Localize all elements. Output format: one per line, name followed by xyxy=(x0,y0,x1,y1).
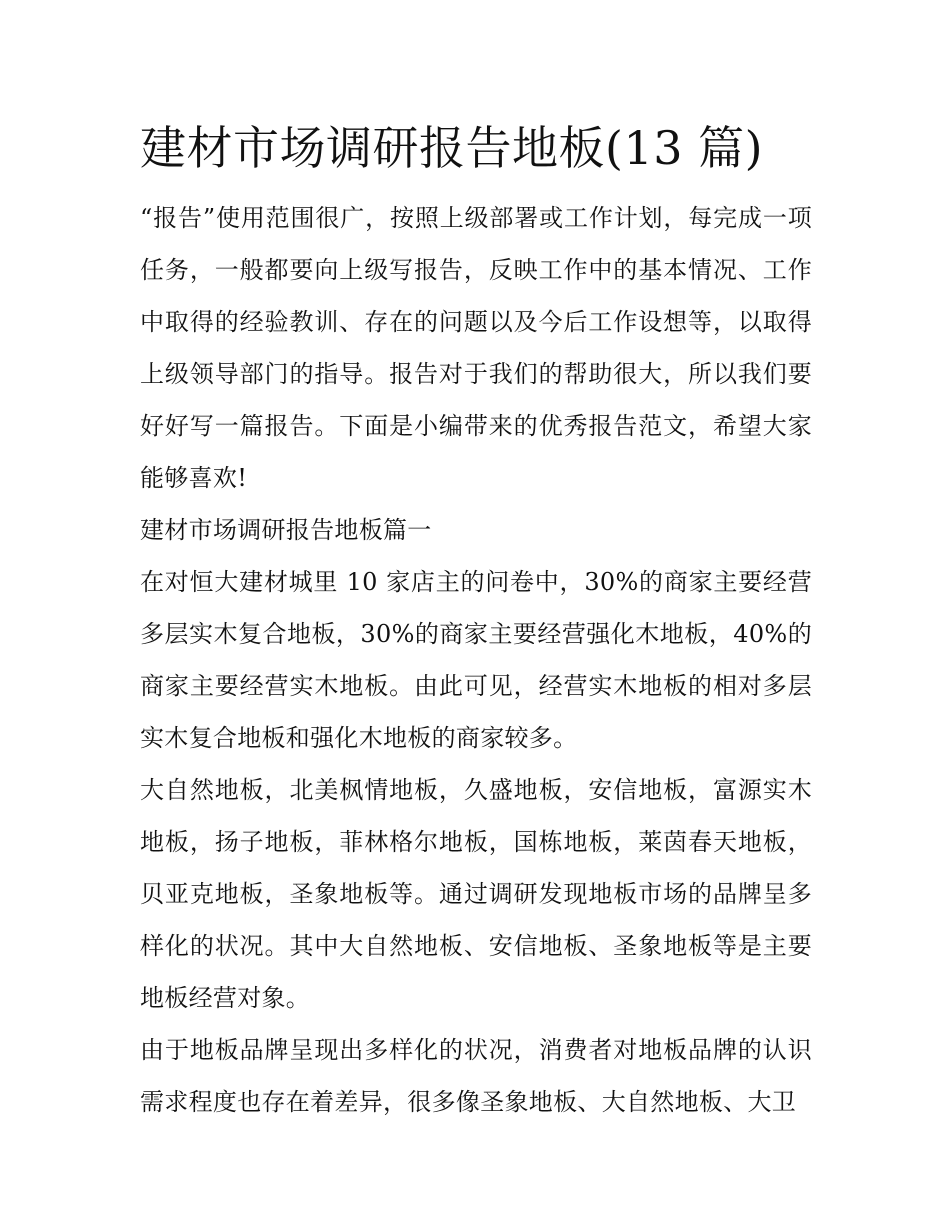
survey-paragraph: 在对恒大建材城里 10 家店主的问卷中，30%的商家主要经营多层实木复合地板，30%的商家主要经营强化木地板，40%的商家主要经营实木地板。由此可见，经营实木地板的相对多层实木复合地板和强化木地板的商家较多。 xyxy=(140,568,812,752)
brands-paragraph: 大自然地板，北美枫情地板，久盛地板，安信地板，富源实木地板，扬子地板，菲林格尔地板，国栋地板，莱茵春天地板，贝亚克地板，圣象地板等。通过调研发现地板市场的品牌呈多样化的状况。其中大自然地板、安信地板、圣象地板等是主要地板经营对象。 xyxy=(140,776,812,1012)
document-body xyxy=(140,192,812,1128)
document-title: 建材市场调研报告地板(13 篇) xyxy=(140,121,764,175)
section-heading: 建材市场调研报告地板篇一 xyxy=(140,516,432,544)
intro-paragraph: “报告”使用范围很广，按照上级部署或工作计划，每完成一项任务，一般都要向上级写报告，反映工作中的基本情况、工作中取得的经验教训、存在的问题以及今后工作设想等，以取得上级领导部门的指导。报告对于我们的帮助很大，所以我们要好好写一篇报告。下面是小编带来的优秀报告范文，希望大家能够喜欢! xyxy=(140,204,812,492)
consumer-paragraph: 由于地板品牌呈现出多样化的状况，消费者对地板品牌的认识需求程度也存在着差异，很多像圣象地板、大自然地板、大卫 xyxy=(140,1036,812,1116)
